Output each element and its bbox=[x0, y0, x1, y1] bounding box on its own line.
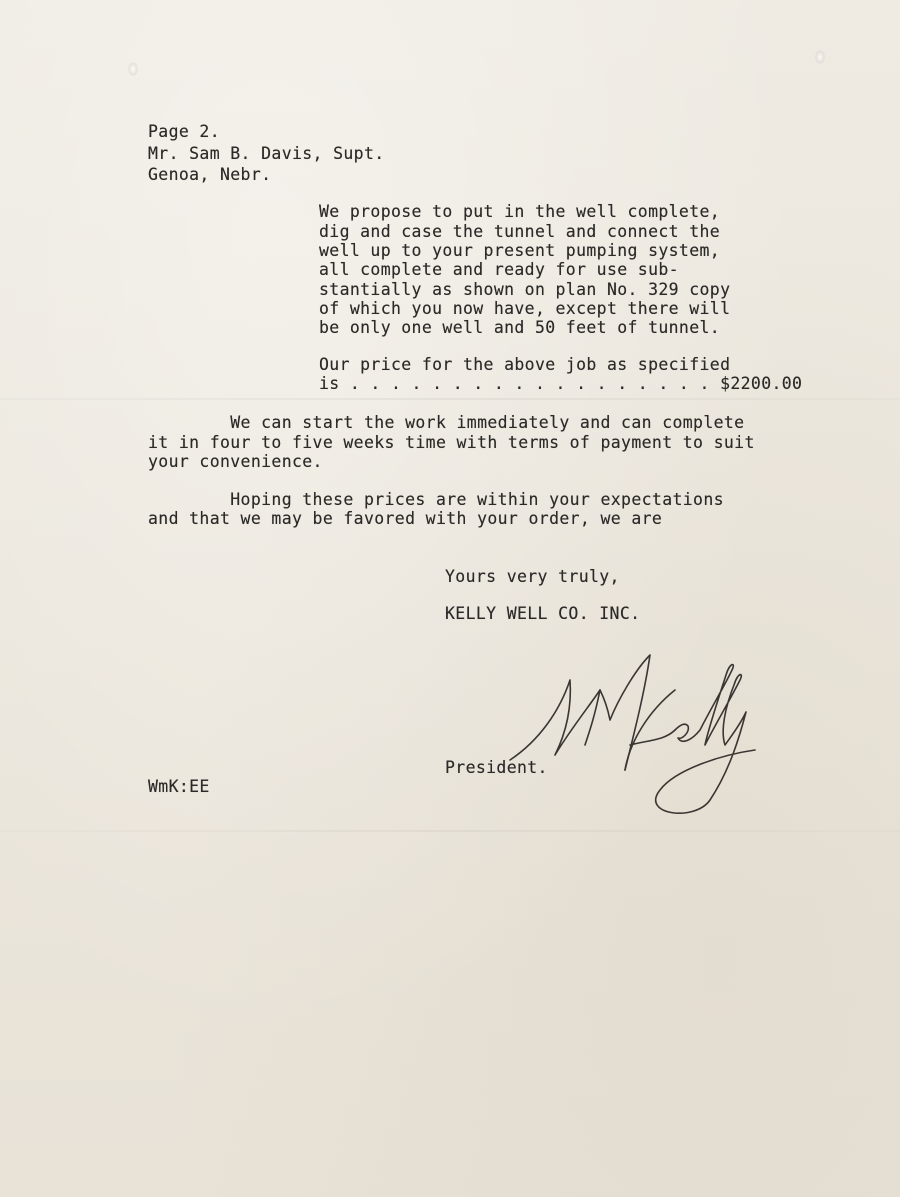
hope-line: and that we may be favored with your order, we are bbox=[148, 509, 663, 528]
proposal-line: of which you now have, except there will bbox=[319, 299, 731, 318]
staple-mark bbox=[128, 62, 138, 76]
schedule-line: it in four to five weeks time with terms of payment to suit bbox=[148, 433, 755, 452]
recipient-name: Mr. Sam B. Davis, Supt. bbox=[148, 144, 385, 163]
proposal-line: all complete and ready for use sub- bbox=[319, 260, 679, 279]
proposal-line: stantially as shown on plan No. 329 copy bbox=[319, 280, 731, 299]
handwritten-signature bbox=[500, 650, 760, 820]
proposal-line: dig and case the tunnel and connect the bbox=[319, 222, 721, 241]
signer-title: President. bbox=[445, 758, 548, 777]
salutation: Yours very truly, bbox=[445, 567, 620, 586]
hope-line: Hoping these prices are within your expectations bbox=[148, 490, 724, 509]
proposal-line: be only one well and 50 feet of tunnel. bbox=[319, 318, 721, 337]
proposal-line: We propose to put in the well complete, bbox=[319, 202, 721, 221]
schedule-line: We can start the work immediately and can complete bbox=[148, 413, 745, 432]
recipient-location: Genoa, Nebr. bbox=[148, 165, 272, 184]
typist-initials: WmK:EE bbox=[148, 777, 210, 796]
price-line: Our price for the above job as specified bbox=[319, 355, 731, 374]
price-amount-line: is . . . . . . . . . . . . . . . . . . $2200.00 bbox=[319, 374, 803, 393]
fold-crease bbox=[0, 398, 900, 400]
staple-mark-right bbox=[815, 50, 825, 64]
company-name: KELLY WELL CO. INC. bbox=[445, 604, 641, 623]
schedule-line: your convenience. bbox=[148, 452, 323, 471]
page-number: Page 2. bbox=[148, 122, 220, 141]
proposal-line: well up to your present pumping system, bbox=[319, 241, 721, 260]
fold-crease-lower bbox=[0, 830, 900, 832]
